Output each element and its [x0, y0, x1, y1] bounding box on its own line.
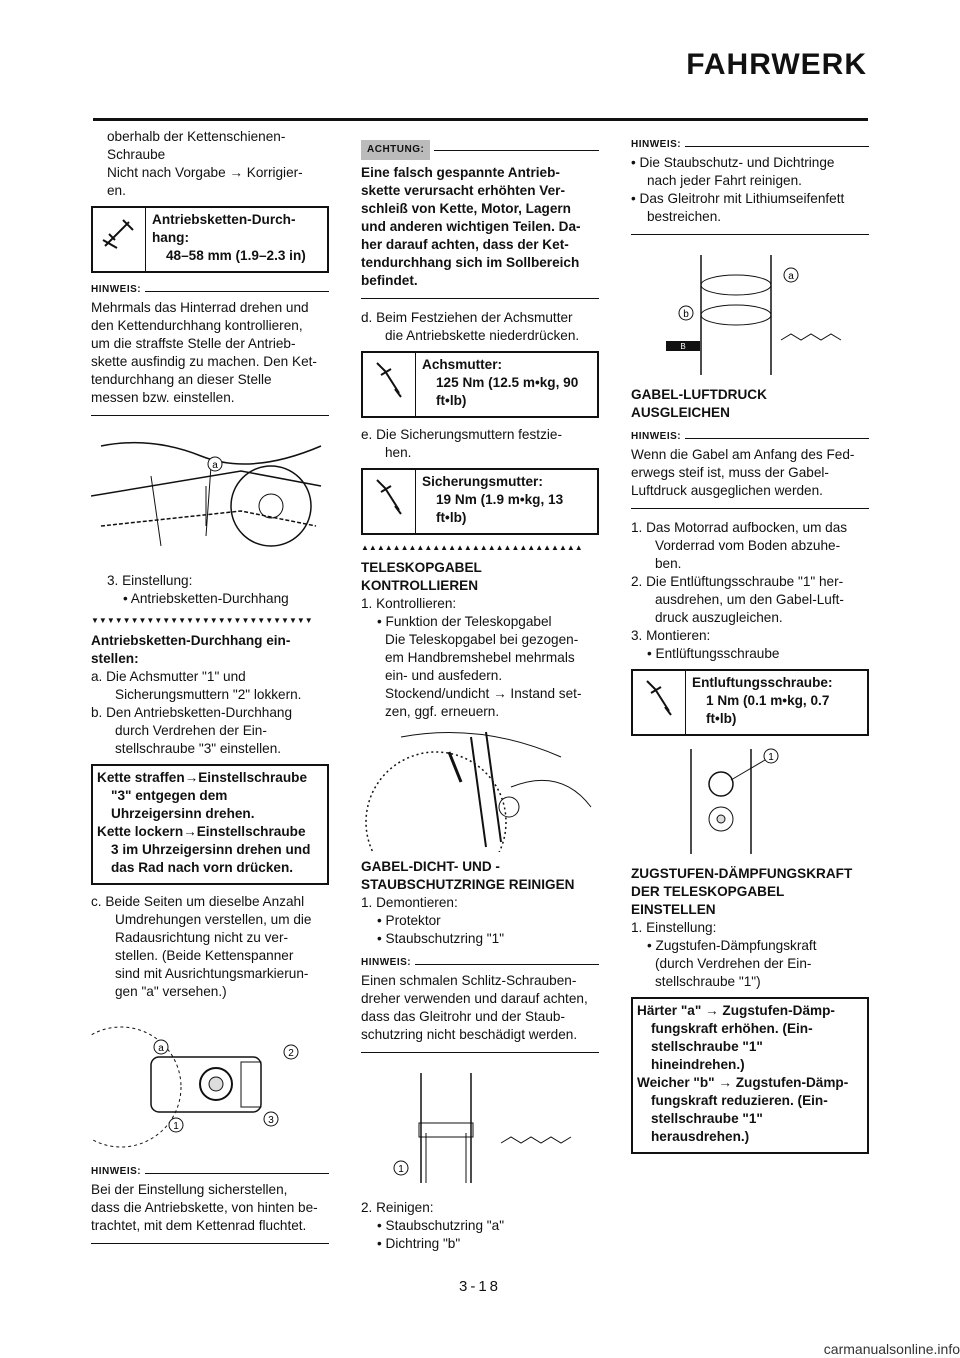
step-text: 1. Demontieren:	[361, 895, 458, 910]
intro-line: en.	[107, 183, 126, 198]
step-text: ben.	[655, 556, 682, 571]
bullet-item: • Antriebsketten-Durchhang	[107, 590, 329, 608]
bullet-item: nach jeder Fahrt reinigen.	[647, 173, 802, 188]
svg-text:2: 2	[288, 1048, 294, 1059]
divider	[91, 1243, 329, 1244]
section-heading: GABEL-DICHT- UND -	[361, 859, 500, 874]
bullet-item: • Zugstufen-Dämpfungskraft	[631, 937, 869, 955]
intro-line: Nicht nach Vorgabe → Korrigier-	[107, 165, 303, 180]
svg-text:a: a	[788, 271, 794, 282]
intro-line: Schraube	[107, 147, 166, 162]
svg-text:1: 1	[768, 752, 774, 763]
divider	[361, 298, 599, 299]
step-text: stellschraube "3" einstellen.	[115, 741, 282, 756]
step-text: a. Die Achsmutter "1" und	[91, 669, 246, 684]
step-text: e. Die Sicherungsmuttern festzie-	[361, 427, 562, 442]
step-text: ausdrehen, um den Gabel-Luft-	[655, 592, 844, 607]
column-3	[631, 136, 869, 1162]
watermark: carmanualsonline.info	[823, 1341, 960, 1357]
spec-axle-nut: Achsmutter: 125 Nm (12.5 m•kg, 90 ft•lb)	[361, 351, 599, 418]
section-heading: GABEL-LUFTDRUCK	[631, 387, 767, 402]
caution-line: her darauf achten, dass der Ket-	[361, 237, 569, 252]
fork-check-figure	[361, 727, 599, 852]
section-heading: ZUGSTUFEN-DÄMPFUNGSKRAFT	[631, 866, 853, 881]
step-text: zen, ggf. erneuern.	[385, 704, 500, 719]
step-text: ein- und ausfedern.	[385, 668, 503, 683]
divider	[361, 1052, 599, 1053]
bullet-item: • Staubschutzring "a"	[361, 1217, 599, 1235]
step-text: Umdrehungen verstellen, um die	[115, 912, 312, 927]
step-text: druck auszugleichen.	[655, 610, 783, 625]
note-line: schutzring nicht beschädigt werden.	[361, 1027, 578, 1042]
triangle-row-up: ▲▲▲▲▲▲▲▲▲▲▲▲▲▲▲▲▲▲▲▲▲▲▲▲▲▲▲▲	[361, 543, 583, 552]
svg-text:B: B	[680, 342, 686, 351]
bullet-item: • Protektor	[361, 912, 599, 930]
step-text: 3. Einstellung:	[107, 573, 193, 588]
sub-heading: Antriebsketten-Durchhang ein-	[91, 633, 291, 648]
spec-title: hang:	[152, 230, 189, 245]
column-2	[361, 140, 599, 1253]
note-line: Mehrmals das Hinterrad drehen und	[91, 300, 309, 315]
page-title: FAHRWERK	[686, 48, 867, 81]
caution-line: tendurchhang sich im Sollbereich	[361, 255, 580, 270]
step-text: stellschraube "1")	[655, 974, 761, 989]
note-line: um die straffste Stelle der Antrieb-	[91, 336, 296, 351]
note-line: erwegs steif ist, muss der Gabel-	[631, 465, 829, 480]
bullet-item: • Staubschutzring "1"	[361, 930, 599, 948]
step-text: hen.	[385, 445, 412, 460]
step-text: 1. Einstellung:	[631, 920, 717, 935]
step-text: Stockend/undicht → Instand set-	[385, 686, 582, 701]
section-heading: AUSGLEICHEN	[631, 405, 730, 420]
step-text: gen "a" versehen.)	[115, 984, 227, 999]
dust-seal-figure	[361, 1063, 599, 1193]
step-text: d. Beim Festziehen der Achsmutter	[361, 310, 573, 325]
note-line: Wenn die Gabel am Anfang des Fed-	[631, 447, 855, 462]
bleed-screw-figure	[631, 744, 869, 859]
note-line: Luftdruck ausgeglichen werden.	[631, 483, 823, 498]
sub-heading: stellen:	[91, 651, 139, 666]
bullet-item: • Entlüftungsschraube	[631, 645, 869, 663]
note-line: dass die Antriebskette, von hinten be-	[91, 1200, 318, 1215]
note-line: Einen schmalen Schlitz-Schrauben-	[361, 973, 577, 988]
torque-wrench-icon	[633, 671, 686, 734]
triangle-row-down: ▼▼▼▼▼▼▼▼▼▼▼▼▼▼▼▼▼▼▼▼▼▼▼▼▼▼▼▼	[91, 616, 313, 625]
caution-line: schleiß von Kette, Motor, Lagern	[361, 201, 571, 216]
adjust-box: Kette straffen→Einstellschraube "3" entgegen dem Uhrzeigersinn drehen. Kette lockern→Einstellschraube 3 im Uhrzeigersinn drehen und das Rad nach vorn drücken.	[91, 764, 329, 885]
fork-seal-figure	[631, 245, 869, 380]
step-text: 1. Das Motorrad aufbocken, um das	[631, 520, 848, 535]
note-line: Bei der Einstellung sicherstellen,	[91, 1182, 288, 1197]
step-text: b. Den Antriebsketten-Durchhang	[91, 705, 293, 720]
section-heading: TELESKOPGABEL	[361, 560, 482, 575]
note-line: dass das Gleitrohr und der Staub-	[361, 1009, 566, 1024]
bullet-item: bestreichen.	[647, 209, 722, 224]
note-heading: HINWEIS:	[361, 954, 599, 972]
note-heading: HINWEIS:	[631, 428, 869, 446]
svg-text:a: a	[158, 1043, 164, 1054]
measure-icon	[93, 208, 146, 271]
divider	[631, 234, 869, 235]
step-text: (durch Verdrehen der Ein-	[655, 956, 812, 971]
note-line: messen bzw. einstellen.	[91, 390, 235, 405]
svg-text:1: 1	[173, 1121, 179, 1132]
note-heading: HINWEIS:	[631, 136, 869, 154]
step-text: 2. Die Entlüftungsschraube "1" her-	[631, 574, 844, 589]
torque-wrench-icon	[363, 470, 416, 533]
callout-a: a	[212, 460, 218, 471]
spec-value: 48–58 mm (1.9–2.3 in)	[166, 248, 306, 263]
header-rule	[93, 118, 868, 121]
svg-text:3: 3	[268, 1115, 274, 1126]
step-text: sind mit Ausrichtungsmarkierun-	[115, 966, 309, 981]
note-heading: HINWEIS:	[91, 281, 329, 299]
step-text: 2. Reinigen:	[361, 1200, 434, 1215]
bullet-item: • Das Gleitrohr mit Lithiumseifenfett	[631, 190, 869, 208]
svg-text:1: 1	[398, 1164, 404, 1175]
step-text: die Antriebskette niederdrücken.	[385, 328, 580, 343]
note-line: trachtet, mit dem Kettenrad fluchtet.	[91, 1218, 307, 1233]
bullet-item: • Funktion der Teleskopgabel	[361, 613, 599, 631]
note-heading: HINWEIS:	[91, 1163, 329, 1181]
step-text: c. Beide Seiten um dieselbe Anzahl	[91, 894, 305, 909]
step-text: 3. Montieren:	[631, 628, 711, 643]
section-heading: STAUBSCHUTZRINGE REINIGEN	[361, 877, 575, 892]
divider	[91, 415, 329, 416]
note-line: den Kettendurchhang kontrollieren,	[91, 318, 303, 333]
step-text: 1. Kontrollieren:	[361, 596, 457, 611]
torque-wrench-icon	[363, 353, 416, 416]
divider	[631, 508, 869, 509]
svg-text:b: b	[683, 309, 689, 320]
spec-air-bleed-screw: Entluftungsschraube: 1 Nm (0.1 m•kg, 0.7 ft•lb)	[631, 669, 869, 736]
bullet-item: • Die Staubschutz- und Dichtringe	[631, 154, 869, 172]
chain-puller-figure	[91, 1007, 329, 1157]
step-text: Vorderrad vom Boden abzuhe-	[655, 538, 841, 553]
note-line: tendurchhang an dieser Stelle	[91, 372, 272, 387]
spec-title: Antriebsketten-Durch-	[152, 212, 296, 227]
note-line: skette ausfindig zu machen. Den Ket-	[91, 354, 317, 369]
page-number: 3-18	[458, 1278, 502, 1295]
caution-line: skette verursacht erhöhten Ver-	[361, 183, 565, 198]
step-text: durch Verdrehen der Ein-	[115, 723, 267, 738]
section-heading: EINSTELLEN	[631, 902, 716, 917]
caution-heading: ACHTUNG:	[361, 140, 599, 160]
damping-box: Härter "a" → Zugstufen-Dämp- fungskraft erhöhen. (Ein- stellschraube "1" hineindrehen.) Weicher "b" → Zugstufen-Dämp- fungskraft reduzieren. (Ein- stellschraube "1" herausdrehen.)	[631, 997, 869, 1154]
note-line: dreher verwenden und darauf achten,	[361, 991, 588, 1006]
step-text: Radausrichtung nicht zu ver-	[115, 930, 289, 945]
spec-chain-slack	[91, 206, 329, 273]
intro-line: oberhalb der Kettenschienen-	[107, 129, 286, 144]
section-heading: DER TELESKOPGABEL	[631, 884, 785, 899]
bullet-item: • Dichtring "b"	[361, 1235, 599, 1253]
column-1	[91, 128, 329, 1254]
step-text: Sicherungsmuttern "2" lokkern.	[115, 687, 302, 702]
section-heading: KONTROLLIEREN	[361, 578, 479, 593]
spec-lock-nut: Sicherungsmutter: 19 Nm (1.9 m•kg, 13 ft•lb)	[361, 468, 599, 535]
chain-slack-figure	[91, 426, 329, 566]
caution-line: befindet.	[361, 273, 418, 288]
caution-line: und anderen wichtigen Teilen. Da-	[361, 219, 581, 234]
step-text: Die Teleskopgabel bei gezogen-	[385, 632, 579, 647]
step-text: stellen. (Beide Kettenspanner	[115, 948, 294, 963]
caution-line: Eine falsch gespannte Antrieb-	[361, 165, 560, 180]
step-text: em Handbremshebel mehrmals	[385, 650, 575, 665]
